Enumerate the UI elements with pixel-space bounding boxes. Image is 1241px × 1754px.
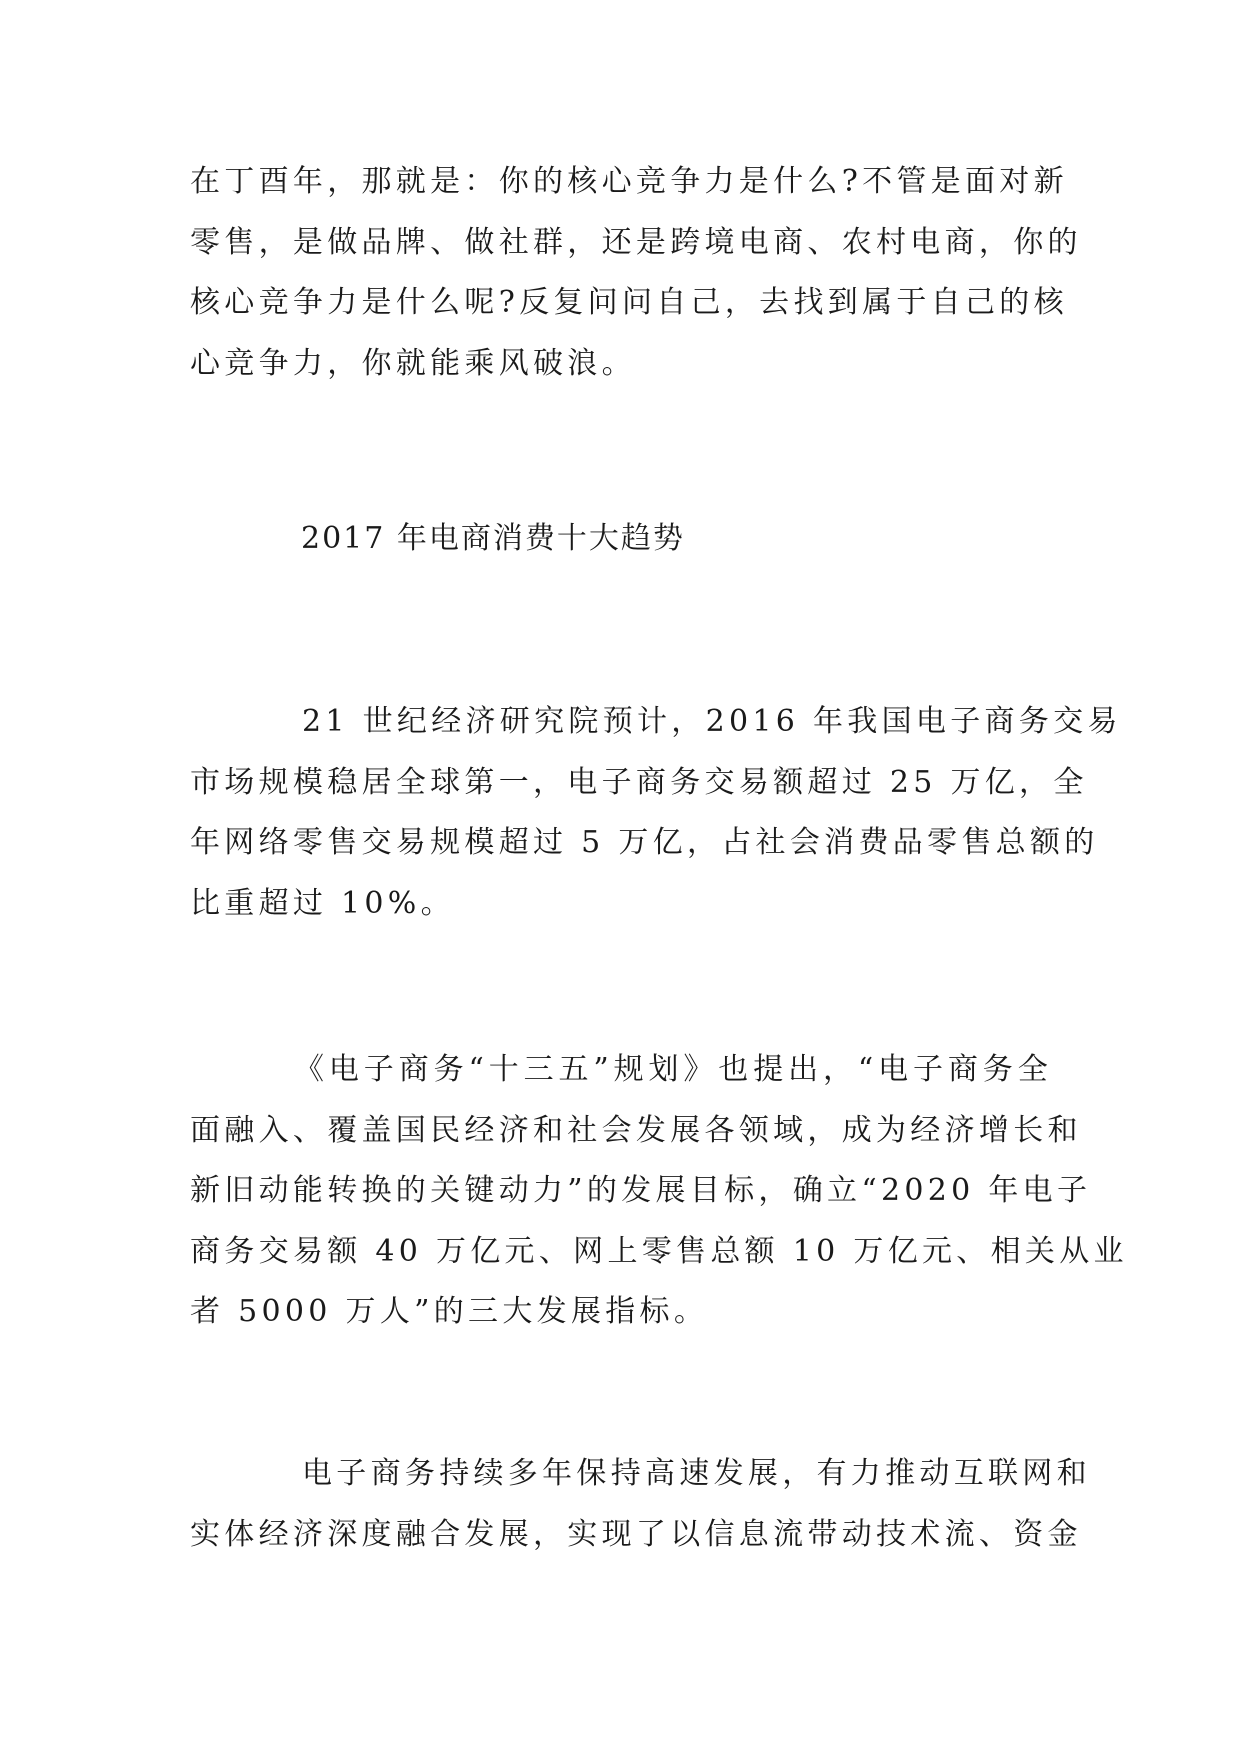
paragraph-line: 心竞争力，你就能乘风破浪。 (190, 345, 636, 381)
paragraph-line: 者 5000 万人”的三大发展指标。 (190, 1294, 709, 1329)
paragraph-line: 实体经济深度融合发展，实现了以信息流带动技术流、资金 (190, 1516, 1082, 1552)
paragraph-line: 核心竞争力是什么呢?反复问问自己，去找到属于自己的核 (190, 285, 1068, 320)
paragraph-line: 21 世纪经济研究院预计，2016 年我国电子商务交易 (302, 704, 1122, 739)
paragraph-development (190, 1444, 1091, 1565)
paragraph-five-year-plan (190, 1040, 1128, 1343)
paragraph-line: 在丁酉年，那就是：你的核心竞争力是什么?不管是面对新 (190, 164, 1068, 199)
paragraph-line: 电子商务持续多年保持高速发展，有力推动互联网和 (302, 1456, 1091, 1491)
paragraph-line: 新旧动能转换的关键动力”的发展目标，确立“2020 年电子 (190, 1173, 1092, 1208)
paragraph-line: 商务交易额 40 万亿元、网上零售总额 10 万亿元、相关从业 (190, 1233, 1128, 1269)
section-heading (301, 509, 685, 569)
paragraph-intro (190, 152, 1082, 394)
paragraph-line: 《电子商务“十三五”规划》也提出，“电子商务全 (294, 1052, 1052, 1087)
paragraph-market-size (190, 692, 1122, 934)
paragraph-line: 年网络零售交易规模超过 5 万亿，占社会消费品零售总额的 (190, 825, 1099, 860)
paragraph-line: 面融入、覆盖国民经济和社会发展各领域，成为经济增长和 (190, 1112, 1082, 1148)
section-heading-text: 2017 年电商消费十大趋势 (301, 521, 685, 556)
paragraph-line: 市场规模稳居全球第一，电子商务交易额超过 25 万亿，全 (190, 764, 1088, 800)
paragraph-line: 比重超过 10%。 (190, 885, 455, 921)
paragraph-line: 零售，是做品牌、做社群，还是跨境电商、农村电商，你的 (190, 224, 1082, 260)
